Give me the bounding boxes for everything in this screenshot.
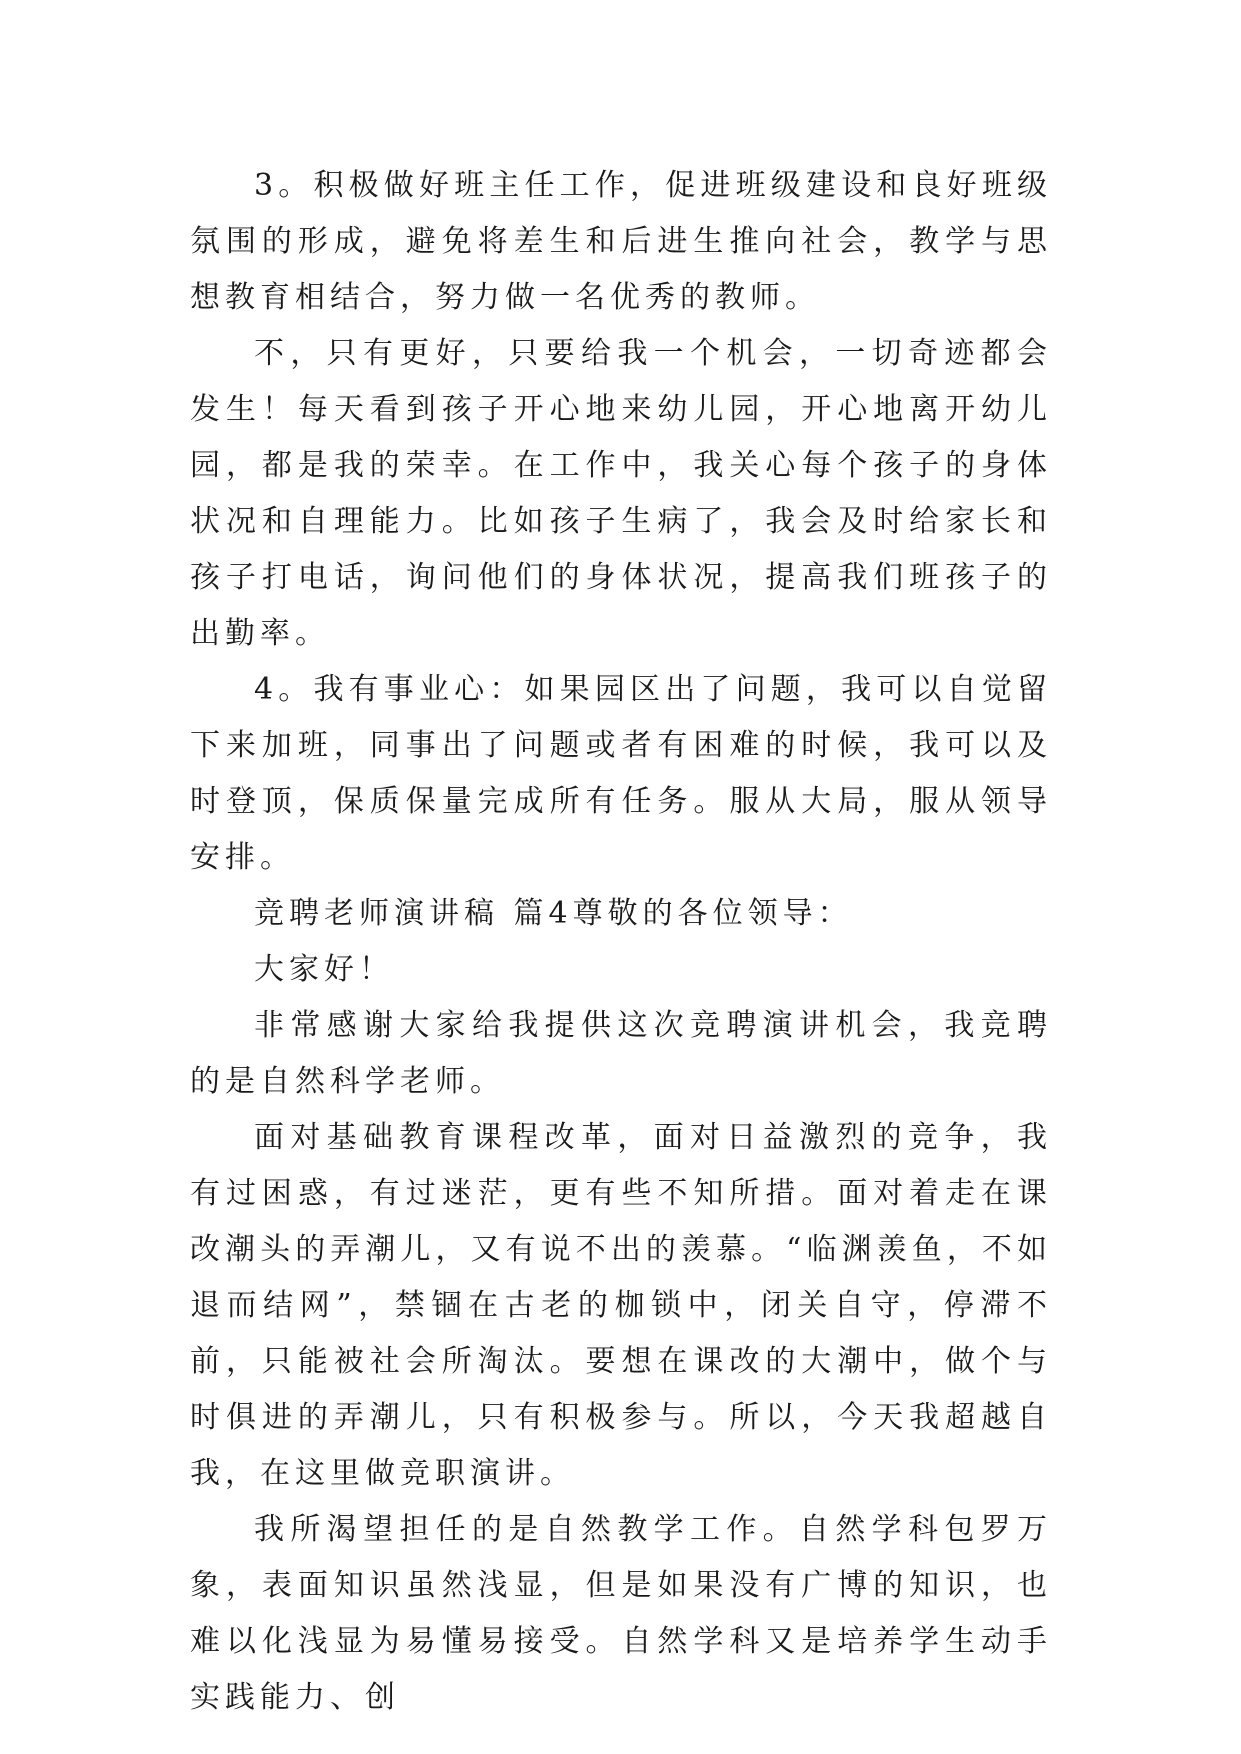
paragraph-item-3: 3。积极做好班主任工作，促进班级建设和良好班级氛围的形成，避免将差生和后进生推向社会，教学与思想教育相结合，努力做一名优秀的教师。 (190, 168, 1052, 315)
greeting: 大家好！ (254, 952, 394, 987)
paragraph-thanks: 非常感谢大家给我提供这次竞聘演讲机会，我竞聘的是自然科学老师。 (190, 1008, 1052, 1099)
paragraph-reform: 面对基础教育课程改革，面对日益激烈的竞争，我有过困惑，有过迷茫，更有些不知所措。面对着走在课改潮头的弄潮儿，又有说不出的羡慕。“临渊羡鱼，不如退而结网”，禁锢在古老的枷锁中，闭关自守，停滞不前，只能被社会所淘汰。要想在课改的大潮中，做个与时俱进的弄潮儿，只有积极参与。所以，今天我超越自我，在这里做竞职演讲。 (190, 1120, 1052, 1491)
document-body (190, 158, 1052, 1726)
paragraph-nature-teaching: 我所渴望担任的是自然教学工作。自然学科包罗万象，表面知识虽然浅显，但是如果没有广博的知识，也难以化浅显为易懂易接受。自然学科又是培养学生动手实践能力、创 (190, 1512, 1052, 1715)
paragraph-item-4: 4。我有事业心：如果园区出了问题，我可以自觉留下来加班，同事出了问题或者有困难的时候，我可以及时登顶，保质保量完成所有任务。服从大局，服从领导安排。 (190, 672, 1052, 875)
section-heading: 竞聘老师演讲稿 篇4尊敬的各位领导： (254, 896, 853, 931)
paragraph-opportunity: 不，只有更好，只要给我一个机会，一切奇迹都会发生！每天看到孩子开心地来幼儿园，开心地离开幼儿园，都是我的荣幸。在工作中，我关心每个孩子的身体状况和自理能力。比如孩子生病了，我会及时给家长和孩子打电话，询问他们的身体状况，提高我们班孩子的出勤率。 (190, 336, 1052, 651)
